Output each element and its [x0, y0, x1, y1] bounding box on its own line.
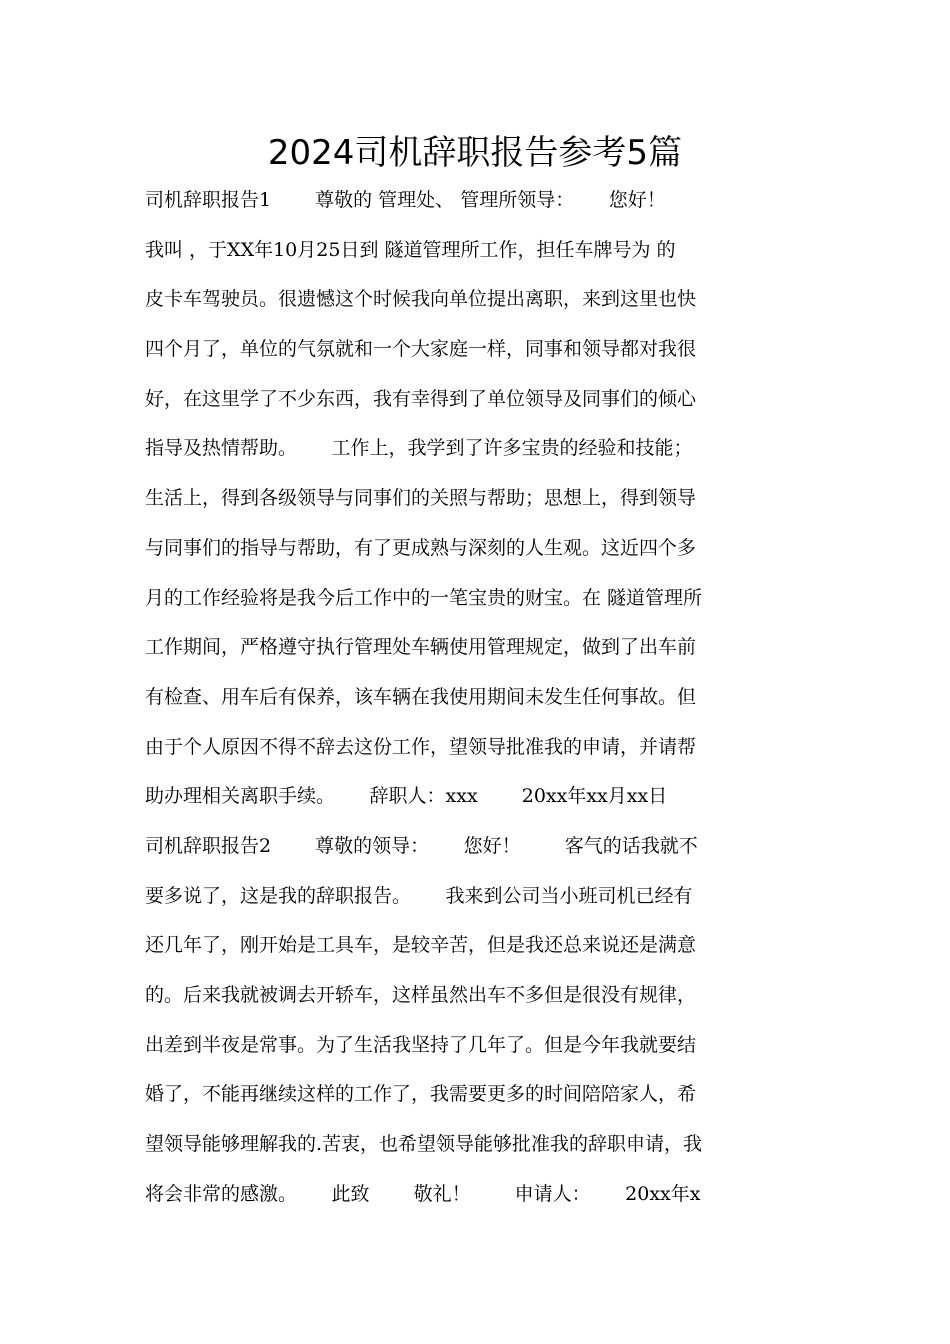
text-line-14: 司机辞职报告2 尊敬的领导： 您好！ 客气的话我就不 [145, 834, 698, 857]
document-body [145, 184, 810, 1227]
text-line-20: 望领导能够理解我的.苦衷，也希望领导能够批准我的辞职申请，我 [145, 1133, 703, 1156]
text-line-13: 助办理相关离职手续。 辞职人：xxx 20xx年xx月xx日 [145, 785, 668, 808]
text-line-16: 还几年了，刚开始是工具车，是较辛苦，但是我还总来说还是满意 [145, 934, 697, 957]
text-line-12: 由于个人原因不得不辞去这份工作，望领导批准我的申请，并请帮 [145, 735, 697, 758]
text-line-4: 四个月了，单位的气氛就和一个大家庭一样，同事和领导都对我很 [145, 338, 697, 361]
text-line-3: 皮卡车驾驶员。很遗憾这个时候我向单位提出离职，来到这里也快 [145, 288, 697, 311]
text-line-15: 要多说了，这是我的辞职报告。 我来到公司当小班司机已经有 [145, 884, 693, 907]
text-line-5: 好，在这里学了不少东西，我有幸得到了单位领导及同事们的倾心 [145, 387, 697, 410]
text-line-18: 出差到半夜是常事。为了生活我坚持了几年了。但是今年我就要结 [145, 1033, 697, 1056]
text-line-6: 指导及热情帮助。 工作上，我学到了许多宝贵的经验和技能； [145, 437, 693, 460]
text-line-21: 将会非常的感激。 此致 敬礼！ 申请人： 20xx年x [145, 1182, 701, 1205]
text-line-11: 有检查、用车后有保养，该车辆在我使用期间未发生任何事故。但 [145, 685, 697, 708]
text-line-10: 工作期间，严格遵守执行管理处车辆使用管理规定，做到了出车前 [145, 636, 697, 659]
text-line-17: 的。后来我就被调去开轿车，这样虽然出车不多但是很没有规律， [145, 984, 697, 1006]
text-line-1: 司机辞职报告1 尊敬的 管理处、 管理所领导： 您好！ [145, 189, 666, 211]
text-line-8: 与同事们的指导与帮助，有了更成熟与深刻的人生观。这近四个多 [145, 536, 697, 559]
text-line-9: 月的工作经验将是我今后工作中的一笔宝贵的财宝。在 隧道管理所 [145, 586, 703, 609]
document-title: 2024司机辞职报告参考5篇 [267, 133, 683, 173]
text-line-19: 婚了，不能再继续这样的工作了，我需要更多的时间陪陪家人，希 [145, 1083, 697, 1106]
text-line-2: 我叫 ，于XX年10月25日到 隧道管理所工作，担任车牌号为 的 [145, 238, 676, 261]
text-line-7: 生活上，得到各级领导与同事们的关照与帮助；思想上，得到领导 [145, 487, 697, 510]
